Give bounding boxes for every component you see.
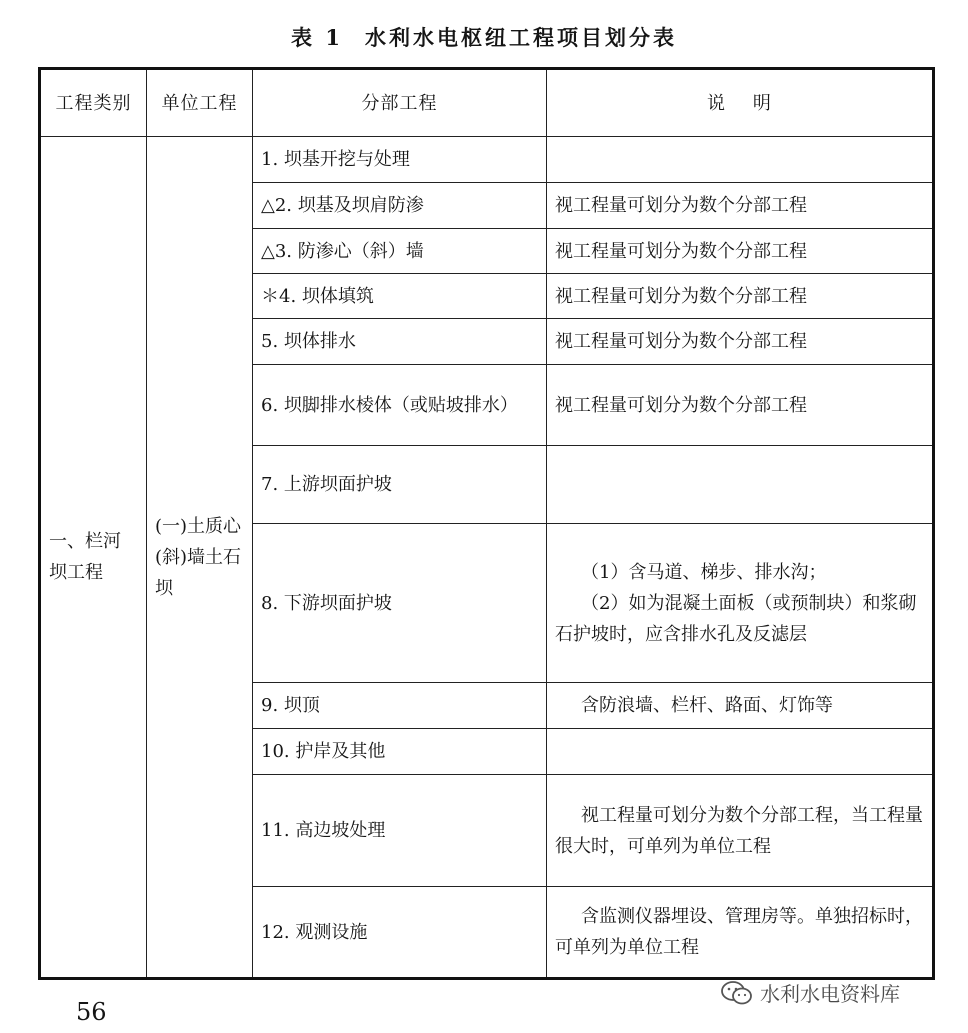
watermark — [720, 978, 900, 1007]
page-number: 56 — [76, 998, 107, 1026]
part-cell: ＊4. 坝体填筑 — [253, 274, 547, 319]
note-cell: 视工程量可划分为数个分部工程，当工程量很大时，可单列为单位工程 — [547, 775, 934, 887]
note-line: （1）含马道、梯步、排水沟； — [581, 561, 827, 583]
header-note: 说 明 — [547, 69, 934, 137]
note-line: （2）如为混凝土面板（或预制块）和浆砌石护坡时，应含排水孔及反滤层 — [555, 592, 917, 645]
header-category: 工程类别 — [40, 69, 147, 137]
unit-cell: (一)土质心(斜)墙土石坝 — [147, 137, 253, 979]
wechat-icon — [720, 980, 754, 1006]
part-cell: 8. 下游坝面护坡 — [253, 524, 547, 683]
part-cell: 7. 上游坝面护坡 — [253, 446, 547, 524]
part-cell: △3. 防渗心（斜）墙 — [253, 229, 547, 274]
note-cell: 含防浪墙、栏杆、路面、灯饰等 — [547, 683, 934, 729]
note-cell: 视工程量可划分为数个分部工程 — [547, 319, 934, 365]
project-division-table — [38, 67, 935, 980]
note-cell — [547, 137, 934, 183]
part-cell: 11. 高边坡处理 — [253, 775, 547, 887]
table-number: 表 1 — [291, 25, 343, 50]
header-row — [40, 69, 934, 137]
part-cell: △2. 坝基及坝肩防渗 — [253, 183, 547, 229]
part-cell: 5. 坝体排水 — [253, 319, 547, 365]
note-cell: 含监测仪器埋设、管理房等。单独招标时，可单列为单位工程 — [547, 887, 934, 979]
header-unit: 单位工程 — [147, 69, 253, 137]
part-cell: 6. 坝脚排水棱体（或贴坡排水） — [253, 365, 547, 446]
note-cell: 视工程量可划分为数个分部工程 — [547, 365, 934, 446]
part-cell: 12. 观测设施 — [253, 887, 547, 979]
table-row — [40, 137, 934, 183]
part-cell: 9. 坝顶 — [253, 683, 547, 729]
note-cell — [547, 729, 934, 775]
part-cell: 10. 护岸及其他 — [253, 729, 547, 775]
table-title — [0, 22, 968, 52]
table-title-text: 水利水电枢纽工程项目划分表 — [364, 25, 677, 50]
watermark-text: 水利水电资料库 — [760, 982, 900, 1006]
note-cell: 视工程量可划分为数个分部工程 — [547, 274, 934, 319]
note-cell: 视工程量可划分为数个分部工程 — [547, 229, 934, 274]
note-cell — [547, 524, 934, 683]
note-cell: 视工程量可划分为数个分部工程 — [547, 183, 934, 229]
part-cell: 1. 坝基开挖与处理 — [253, 137, 547, 183]
note-cell — [547, 446, 934, 524]
category-cell: 一、栏河坝工程 — [40, 137, 147, 979]
header-part: 分部工程 — [253, 69, 547, 137]
